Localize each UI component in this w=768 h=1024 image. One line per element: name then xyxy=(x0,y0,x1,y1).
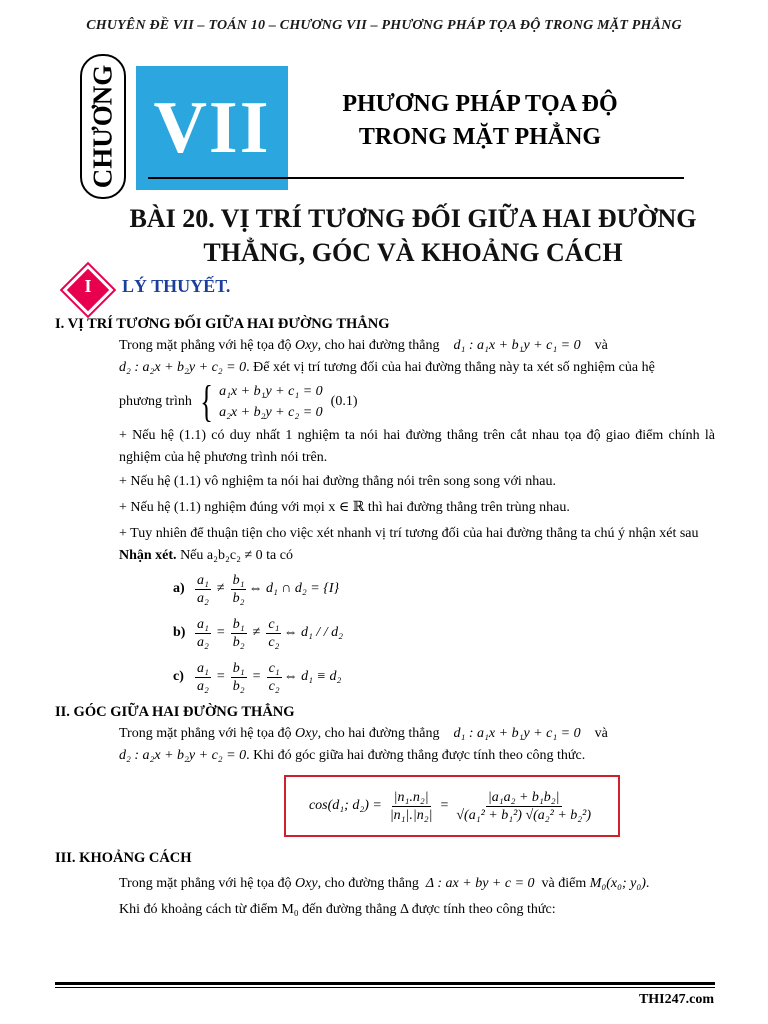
chapter-vertical-label xyxy=(80,54,126,199)
rule-1: + Nếu hệ (1.1) có duy nhất 1 nghiệm ta nói hai đường thẳng trên cắt nhau tọa độ giao điểm chính là nghiệm của hệ phương trình nói trên. xyxy=(119,428,715,465)
chapter-title-line2: TRONG MẶT PHẲNG xyxy=(358,124,602,150)
case-a: a) $\frac{\text{a₁}}{\text{a₂}}$ ≠ $\frac{\text{b₁}}{\text{b₂}}$ ⇔ d₁ ∩ d₂ = {I} xyxy=(173,572,340,606)
chapter-word: CHƯƠNG xyxy=(87,64,118,189)
case-c: c) $\frac{\text{a₁}}{\text{a₂}}$ = $\frac{\text{b₁}}{\text{b₂}}$ = $\frac{\text{c₁}}{\text{c₂}}$ ⇔ d₁ ≡ d₂ xyxy=(173,660,342,694)
part3-line2: Khi đó khoảng cách từ điểm M₀ đến đường thẳng Δ được tính theo công thức: xyxy=(119,902,556,917)
section-badge-number: I xyxy=(84,276,92,296)
footer-site: THI247.com xyxy=(638,992,714,1007)
system-equation: phương trình { a₁x + b₁y + c₁ = 0 a₂x + b₂y + c₂ = 0 (0.1) xyxy=(119,377,358,426)
line-d2: d₂ : a₂x + b₂y + c₂ = 0 xyxy=(119,360,247,375)
rule-3: + Nếu hệ (1.1) nghiệm đúng với mọi x ∈ ℝ thì hai đường thẳng trên trùng nhau. xyxy=(119,500,570,515)
part1-intro-cont: d₂ : a₂x + b₂y + c₂ = 0. Để xét vị trí tương đối của hai đường thẳng này ta xét số nghiệm của hệ xyxy=(119,360,655,375)
part2-heading: II. GÓC GIỮA HAI ĐƯỜNG THẲNG xyxy=(55,704,295,720)
brace-icon: { xyxy=(200,377,213,426)
remark: Nhận xét. Nếu a₂b₂c₂ ≠ 0 ta có xyxy=(119,548,293,563)
lesson-title-line1: BÀI 20. VỊ TRÍ TƯƠNG ĐỐI GIỮA HAI ĐƯỜNG xyxy=(129,204,697,233)
part3-heading: III. KHOẢNG CÁCH xyxy=(55,850,192,866)
lesson-title xyxy=(60,202,766,270)
part1-heading: I. VỊ TRÍ TƯƠNG ĐỐI GIỮA HAI ĐƯỜNG THẲNG xyxy=(55,316,390,332)
part2-intro-cont: d₂ : a₂x + b₂y + c₂ = 0. Khi đó góc giữa hai đường thẳng được tính theo công thức. xyxy=(119,748,586,763)
rule-2: + Nếu hệ (1.1) vô nghiệm ta nói hai đường thẳng nói trên song song với nhau. xyxy=(119,474,557,489)
running-header: CHUYÊN ĐỀ VII – TOÁN 10 – CHƯƠNG VII – PHƯƠNG PHÁP TỌA ĐỘ TRONG MẶT PHẲNG xyxy=(86,18,682,33)
rule-4: + Tuy nhiên để thuận tiện cho việc xét nhanh vị trí tương đối của hai đường thẳng ta chú ý nhận xét sau xyxy=(119,526,699,541)
part1-intro: Trong mặt phẳng với hệ tọa độ Oxy, cho hai đường thẳng d₁ : a₁x + b₁y + c₁ = 0 và xyxy=(119,338,608,353)
section-title: LÝ THUYẾT. xyxy=(122,276,231,296)
angle-formula-box: cos(d₁; d₂) = $\frac{\text{|n₁.n₂|}}{\text{|n₁|.|n₂|}}$ = $\frac{\text{|a₁a₂ + b₁b₂|}}{\text{√(a₁² + b₁²) √(a₂² + b₂²)}}$ xyxy=(284,775,620,837)
document-body xyxy=(55,313,715,921)
case-b: b) $\frac{\text{a₁}}{\text{a₂}}$ = $\frac{\text{b₁}}{\text{b₂}}$ ≠ $\frac{\text{c₁}}{\text{c₂}}$ ⇔ d₁ / / d₂ xyxy=(173,616,343,650)
line-d1: d₁ : a₁x + b₁y + c₁ = 0 xyxy=(453,338,581,353)
chapter-number-box xyxy=(136,66,288,190)
chapter-title xyxy=(300,88,660,154)
chapter-number: VII xyxy=(153,86,271,169)
part2-intro: Trong mặt phẳng với hệ tọa độ Oxy, cho hai đường thẳng d₁ : a₁x + b₁y + c₁ = 0 và xyxy=(119,726,608,741)
footer-rule xyxy=(55,982,715,985)
chapter-title-line1: PHƯƠNG PHÁP TỌA ĐỘ xyxy=(342,91,618,117)
chapter-rule xyxy=(148,177,684,179)
part3-line1: Trong mặt phẳng với hệ tọa độ Oxy, cho đường thẳng Δ : ax + by + c = 0 và điểm M₀(x₀; y₀). xyxy=(119,876,650,891)
footer-rule-thin xyxy=(55,987,715,988)
lesson-title-line2: THẲNG, GÓC VÀ KHOẢNG CÁCH xyxy=(203,238,623,267)
